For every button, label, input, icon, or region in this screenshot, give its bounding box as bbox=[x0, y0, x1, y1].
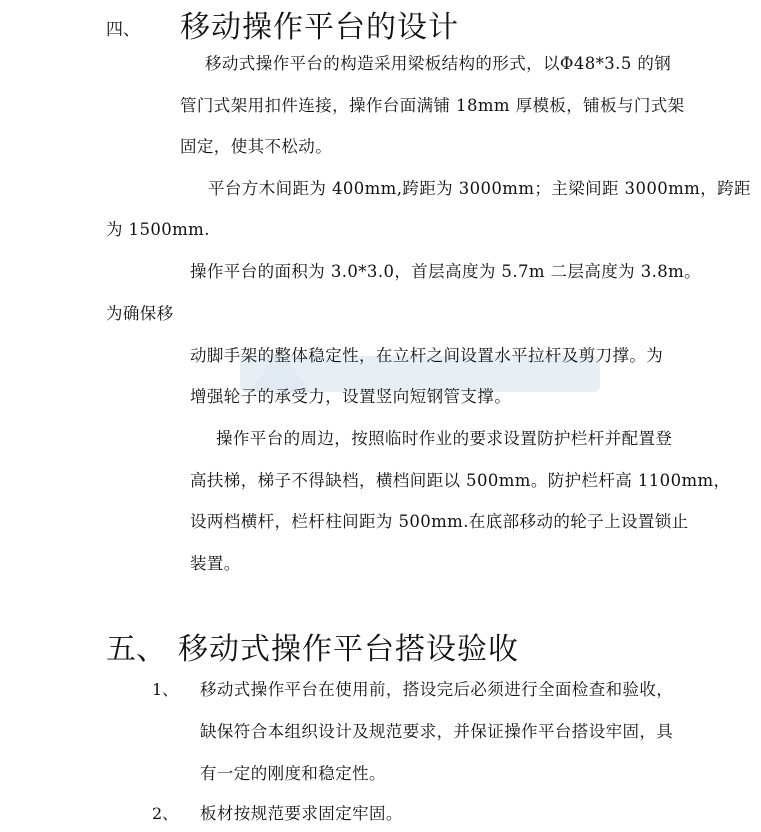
paragraph-line: 操作平台的周边，按照临时作业的要求设置防护栏杆并配置登 bbox=[216, 429, 673, 448]
section-title: 移动操作平台的设计 bbox=[180, 10, 459, 45]
paragraph-line: 移动式操作平台的构造采用梁板结构的形式，以Φ48*3.5 的钢 bbox=[205, 54, 672, 73]
paragraph-line: 动脚手架的整体稳定性，在立杆之间设置水平拉杆及剪刀撑。为 bbox=[190, 346, 664, 365]
paragraph-line: 高扶梯，梯子不得缺档，横档间距以 500mm。防护栏杆高 1100mm， bbox=[190, 471, 731, 490]
list-item-line: 移动式操作平台在使用前，搭设完后必须进行全面检查和验收， bbox=[200, 680, 674, 699]
paragraph-line: 固定，使其不松动。 bbox=[180, 137, 333, 156]
paragraph-line: 操作平台的面积为 3.0*3.0，首层高度为 5.7m 二层高度为 3.8m。 bbox=[190, 262, 702, 281]
list-item-number: 2、 bbox=[152, 804, 179, 823]
paragraph-line: 装置。 bbox=[190, 554, 241, 573]
section-title: 移动式操作平台搭设验收 bbox=[178, 632, 519, 667]
list-item-line: 板材按规范要求固定牢固。 bbox=[200, 804, 403, 823]
section-number: 五、 bbox=[106, 632, 166, 667]
list-item-line: 缺保符合本组织设计及规范要求，并保证操作平台搭设牢固，具 bbox=[200, 722, 674, 741]
list-item-number: 1、 bbox=[152, 680, 179, 699]
paragraph-line: 为 1500mm. bbox=[106, 220, 210, 239]
paragraph-line: 管门式架用扣件连接，操作台面满铺 18mm 厚模板，铺板与门式架 bbox=[180, 96, 685, 115]
list-item-line: 有一定的刚度和稳定性。 bbox=[200, 764, 386, 783]
paragraph-line: 平台方木间距为 400mm,跨距为 3000mm；主梁间距 3000mm，跨距 bbox=[208, 179, 751, 198]
paragraph-line: 为确保移 bbox=[106, 304, 174, 323]
section-number: 四、 bbox=[106, 20, 140, 40]
paragraph-line: 增强轮子的承受力，设置竖向短钢管支撑。 bbox=[190, 387, 512, 406]
paragraph-line: 设两档横杆，栏杆柱间距为 500mm.在底部移动的轮子上设置锁止 bbox=[190, 512, 689, 531]
